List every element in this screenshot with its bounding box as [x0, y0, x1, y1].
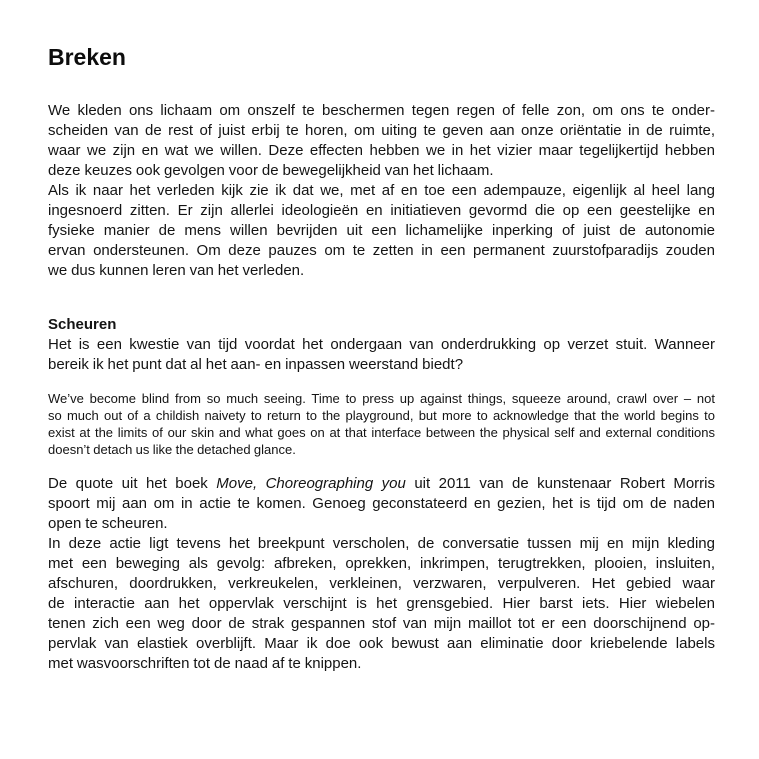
text-line: we dus kunnen leren van het verleden. [48, 262, 305, 279]
text-segment: De quote uit het boek [48, 475, 217, 492]
text-line: tenen zich een weg door de strak gespannen stof van mijn maillot tot er een doorschijnend op- [48, 615, 715, 632]
text-line: met een beweging als gevolg: afbreken, oprekken, inkrimpen, terugtrekken, plooien, insluiten, [48, 555, 715, 572]
text-line: open te scheuren. [48, 515, 168, 532]
text-line: so much out of a childish naivety to return to the playground, but more to acknowledge that the world begins to [48, 408, 715, 423]
text-line: exist at the limits of our skin and what goes on at that interface between the physical self and external conditions [48, 425, 715, 440]
document-body [48, 45, 715, 674]
text-line: bereik ik het punt dat al het aan- en inpassen weerstand biedt? [48, 356, 464, 373]
text-line: scheiden van de rest of juist erbij te horen, om uiting te geven aan onze oriëntatie in de ruimte, [48, 122, 715, 139]
paragraph [48, 181, 715, 281]
text-line: ervan ondersteunen. Om deze pauzes om te zetten in een permanent zuurstofparadijs zouden [48, 242, 715, 259]
quote-paragraph [48, 390, 715, 458]
book-title-italic: Move, Choreographing you [216, 475, 406, 492]
text-line [48, 474, 715, 494]
text-line: Als ik naar het verleden kijk zie ik dat we, met af en toe een adempauze, eigenlijk al heel lang [48, 182, 715, 199]
text-line: spoort mij aan om in actie te komen. Genoeg geconstateerd en gezien, het is tijd om de naden [48, 495, 715, 512]
paragraph [48, 474, 715, 534]
text-line: doesn’t detach us like the detached glance. [48, 442, 296, 457]
text-line: We kleden ons lichaam om onszelf te beschermen tegen regen of felle zon, om ons te onder- [48, 102, 715, 119]
text-line: waar we zijn en wat we willen. Deze effecten hebben we in het vizier maar tegelijkertijd hebben [48, 142, 715, 159]
text-line: In deze actie ligt tevens het breekpunt verscholen, de conversatie tussen mij en mijn kleding [48, 535, 715, 552]
text-line: We’ve become blind from so much seeing. Time to press up against things, squeeze around, crawl over – not [48, 391, 715, 406]
paragraph [48, 335, 715, 375]
text-line: deze keuzes ook gevolgen voor de bewegelijkheid van het lichaam. [48, 162, 494, 179]
paragraph [48, 101, 715, 181]
section-heading: Scheuren [48, 316, 117, 333]
paragraph [48, 534, 715, 674]
text-line: fysieke manier de mens willen bevrijden uit een lichamelijke inperking of juist de autonomie [48, 222, 715, 239]
text-segment: uit 2011 van de kunstenaar Robert Morris [405, 475, 715, 492]
text-line: de interactie aan het oppervlak verschijnt is het grensgebied. Hier barst iets. Hier wiebelen [48, 595, 715, 612]
text-line: afschuren, doordrukken, verkreukelen, verkleinen, verzwaren, verpulveren. Het gebied waar [48, 575, 715, 592]
text-line: pervlak van elastiek overblijft. Maar ik doe ook bewust aan eliminatie door kriebelende labels [48, 635, 715, 652]
page-title: Breken [48, 44, 126, 70]
text-line: ingesnoerd zitten. Er zijn allerlei ideologieën en initiatieven gevormd die op een geestelijke en [48, 202, 715, 219]
text-line: met wasvoorschriften tot de naad af te knippen. [48, 655, 362, 672]
text-line: Het is een kwestie van tijd voordat het ondergaan van onderdrukking op verzet stuit. Wanneer [48, 336, 715, 353]
